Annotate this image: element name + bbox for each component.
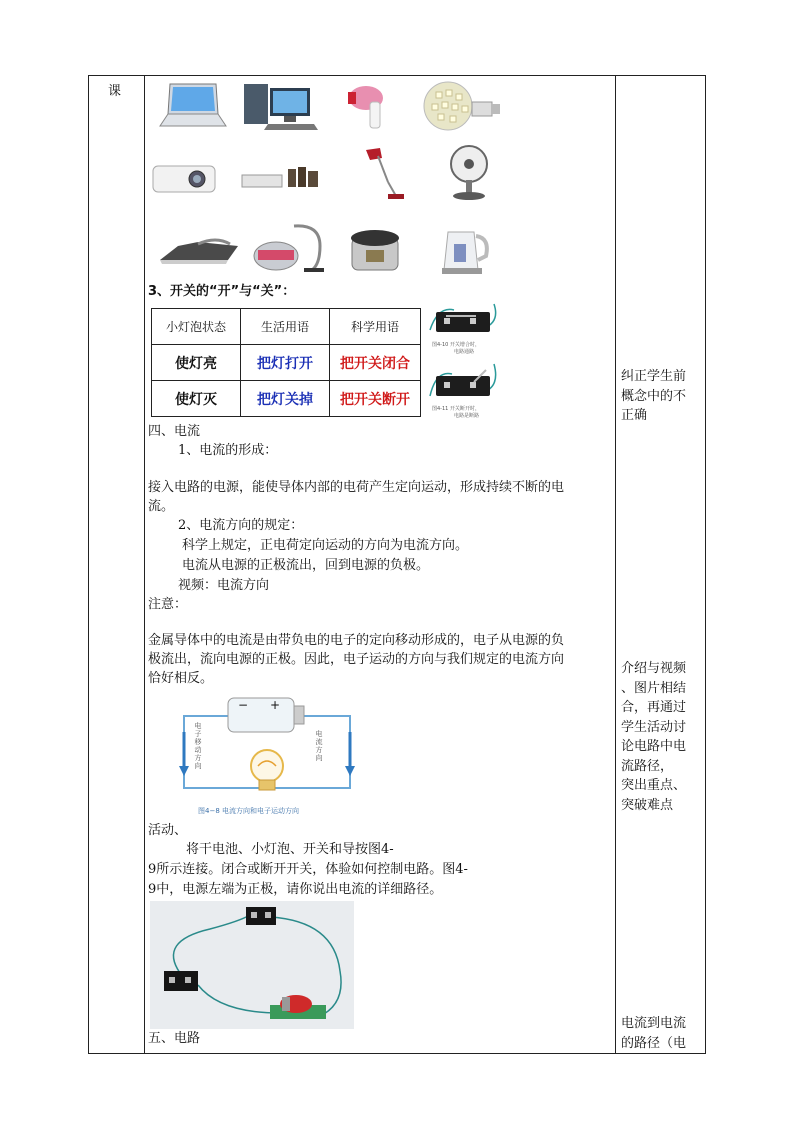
activity-label: 活动、 xyxy=(148,823,188,838)
section4-heading: 四、电流 xyxy=(148,424,201,439)
dvd-player-icon xyxy=(240,165,324,191)
section4-item2: 2、电流方向的规定： xyxy=(178,518,304,533)
table-header-cell: 科学用语 xyxy=(330,309,421,345)
activity-line: 9中，电源左端为正极，请你说出电流的详细路径。 xyxy=(148,882,443,897)
desk-lamp-icon xyxy=(362,146,408,202)
activity-line: 将干电池、小灯泡、开关和导按图4- xyxy=(186,842,394,857)
column-divider-left xyxy=(144,76,145,1053)
fig410-caption-line: 电路通路 xyxy=(454,349,475,355)
section5-heading: 五、电路 xyxy=(148,1031,201,1046)
electric-kettle-icon xyxy=(438,224,494,276)
side-note-line: 论电路中电 xyxy=(621,739,687,754)
circuit-photo xyxy=(150,901,354,1029)
table-cell: 把灯关掉 xyxy=(241,381,330,417)
switch-table xyxy=(151,308,421,417)
table-header-cell: 生活用语 xyxy=(241,309,330,345)
side-note-line: 、图片相结 xyxy=(621,680,687,696)
table-cell: 把开关闭合 xyxy=(330,345,421,381)
para1-line: 接入电路的电源，能使导体内部的电荷产生定向运动，形成持续不断的电 xyxy=(148,480,565,495)
para2-line: 极流出，流向电源的正极。因此，电子运动的方向与我们规定的电流方向 xyxy=(148,652,565,667)
battery-minus: − xyxy=(238,698,249,712)
para2-line: 恰好相反。 xyxy=(148,671,214,686)
side-note-misconception xyxy=(621,367,699,426)
table-cell: 使灯灭 xyxy=(152,381,241,417)
side-note-line: 概念中的不 xyxy=(621,388,687,404)
side-note-line: 电流到电流 xyxy=(621,1016,687,1031)
side-note-line: 正确 xyxy=(621,408,648,423)
table-cell: 把开关断开 xyxy=(330,381,421,417)
current-direction-label: 电流方向 xyxy=(315,730,323,762)
table-header-cell: 小灯泡状态 xyxy=(152,309,241,345)
projector-icon xyxy=(151,160,217,196)
electric-fan-icon xyxy=(446,144,492,202)
side-note-line: 纠正学生前 xyxy=(621,369,687,384)
fig410-caption xyxy=(432,342,480,356)
side-note-line: 流路径， xyxy=(621,758,674,774)
hair-dryer-icon xyxy=(346,82,398,132)
table-cell: 使灯亮 xyxy=(152,345,241,381)
section3-title: 3、开关的“开”与“关”： xyxy=(148,284,296,299)
fig411-caption-line: 图4-11 开关断开时， xyxy=(432,406,480,412)
side-note-line: 的路径（电 xyxy=(621,1035,687,1051)
rule-line: 科学上规定，正电荷定向运动的方向为电流方向。 xyxy=(182,538,469,553)
diagram-caption: 图4−8 电流方向和电子运动方向 xyxy=(198,807,299,815)
side-note-method xyxy=(621,659,699,815)
section4-item1: 1、电流的形成： xyxy=(178,443,278,458)
side-note-line: 突出重点、 xyxy=(621,778,687,793)
fig410-caption-line: 图4-10 开关增合时， xyxy=(432,342,480,348)
vacuum-cleaner-icon xyxy=(250,218,326,274)
battery-plus: + xyxy=(270,698,281,712)
fig411-caption xyxy=(432,406,480,420)
table-cell: 把灯打开 xyxy=(241,345,330,381)
led-bulb-icon xyxy=(414,80,502,132)
rule-line: 电流从电源的正极流出，回到电源的负极。 xyxy=(182,558,430,573)
para2-line: 金属导体中的电流是由带负电的电子的定向移动形成的，电子从电源的负 xyxy=(148,633,565,648)
side-note-current-path xyxy=(621,1014,699,1053)
para1-line: 流。 xyxy=(148,499,175,514)
rice-cooker-icon xyxy=(346,224,404,274)
switch-open-photo xyxy=(428,362,500,402)
activity-line: 9所示连接。闭合或断开开关，体验如何控制电路。图4- xyxy=(148,862,468,877)
iron-icon xyxy=(158,236,242,266)
switch-closed-photo xyxy=(428,300,500,338)
desktop-computer-icon xyxy=(240,80,320,132)
fig411-caption-line: 电路是断路 xyxy=(454,413,480,419)
laptop-icon xyxy=(158,82,228,130)
video-link: 视频：电流方向 xyxy=(178,578,270,593)
column-divider-right xyxy=(615,76,616,1053)
note-label: 注意： xyxy=(148,597,188,612)
side-note-line: 学生活动讨 xyxy=(621,719,687,735)
side-note-line: 突破难点 xyxy=(621,797,674,813)
current-direction-diagram xyxy=(176,692,360,820)
side-note-line: 介绍与视频 xyxy=(621,661,687,676)
electron-direction-label: 电子移动方向 xyxy=(194,722,202,770)
side-note-line: 合，再通过 xyxy=(621,700,687,715)
left-column-label: 课 xyxy=(108,84,122,99)
